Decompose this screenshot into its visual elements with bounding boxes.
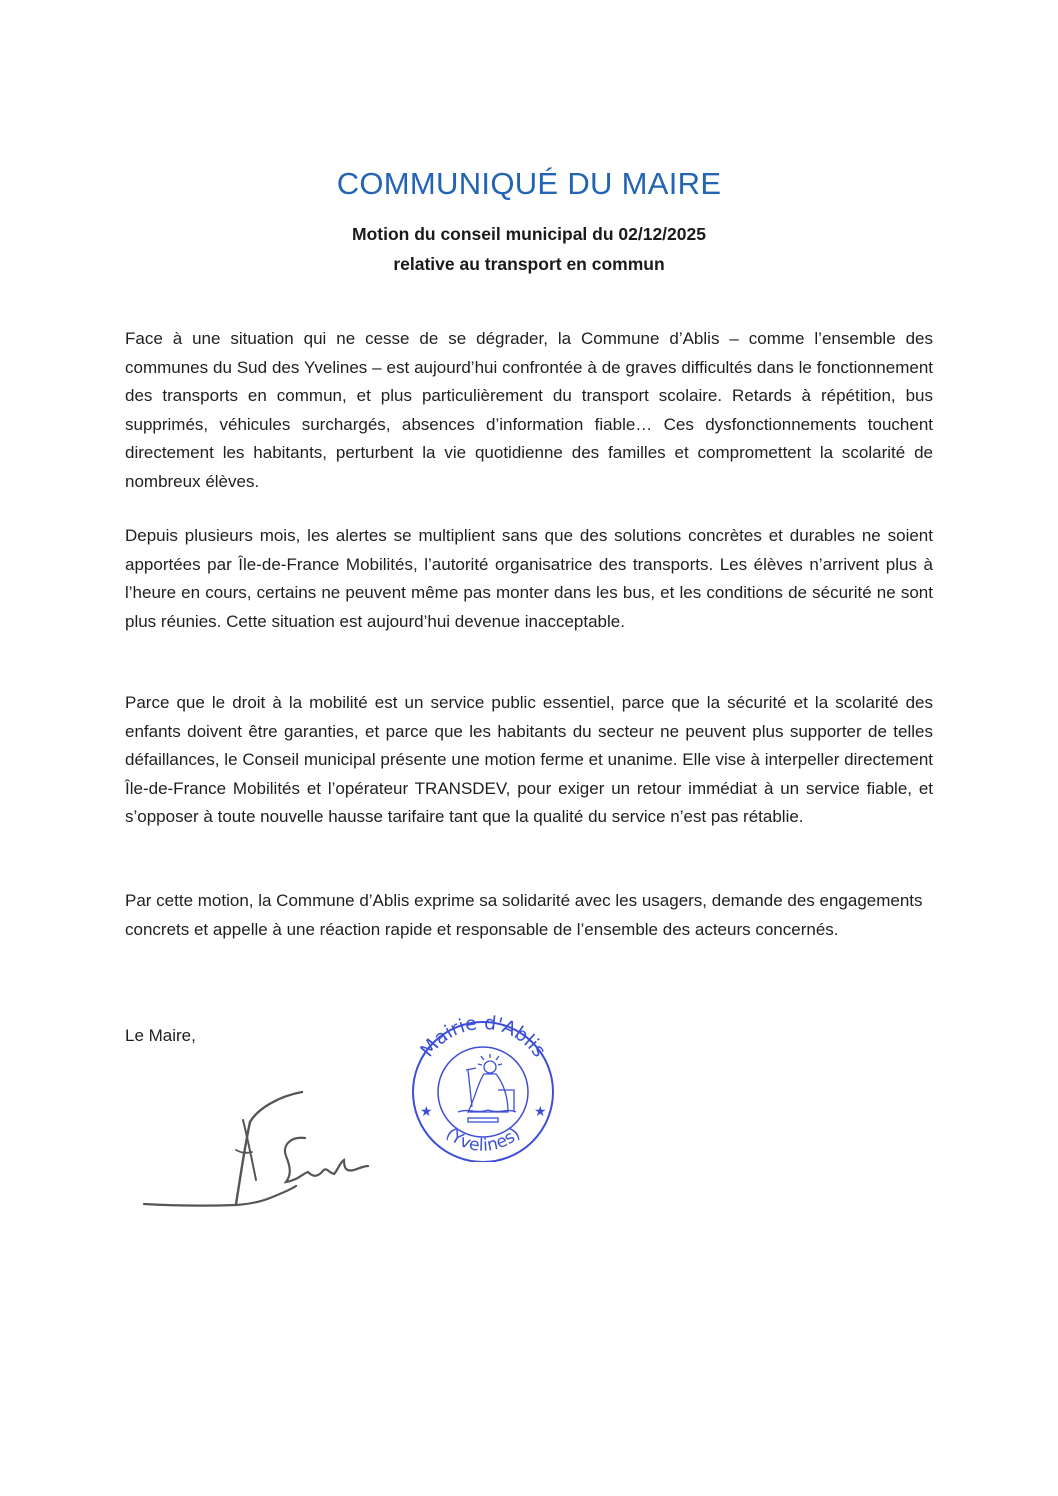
subtitle-topic: relative au transport en commun (393, 254, 665, 274)
mairie-stamp-icon (398, 1012, 568, 1162)
paragraph-2: Depuis plusieurs mois, les alertes se multiplient sans que des solutions concrètes et durables ne soient apportées par Île-de-France Mobilités, l’autorité organisatrice des transports. Les élèves n’arrivent plus à l’heure en cours, certains ne peuvent même pas monter dans les bus, et les conditions de sécurité ne sont plus réunies. Cette situation est aujourd’hui devenue inacceptable. (125, 526, 933, 631)
svg-text:Mairie d'Ablis: Mairie d'Ablis (416, 1012, 551, 1062)
page-title: COMMUNIQUÉ DU MAIRE (336, 166, 722, 201)
svg-text:★: ★ (420, 1103, 433, 1119)
subtitle-motion-date: Motion du conseil municipal du 02/12/2025 (352, 224, 706, 244)
svg-text:(Yvelines): (Yvelines) (441, 1124, 525, 1156)
paragraph-3: Parce que le droit à la mobilité est un service public essentiel, parce que la sécurité et la scolarité des enfants doivent être garanties, et parce que les habitants du secteur ne peuvent plus supporter de telles défaillances, le Conseil municipal présente une motion ferme et unanime. Elle vise à interpeller directement Île-de-France Mobilités et l’opérateur TRANSDEV, pour exiger un retour immédiat à un service fiable, et s’opposer à toute nouvelle hausse tarifaire tant que la qualité du service n’est pas rétablie. (125, 693, 933, 827)
signatory-label: Le Maire, (125, 1026, 196, 1045)
svg-text:★: ★ (534, 1103, 547, 1119)
signature-icon (140, 1090, 380, 1220)
paragraph-1: Face à une situation qui ne cesse de se dégrader, la Commune d’Ablis – comme l’ensemble des communes du Sud des Yvelines – est aujourd’hui confrontée à de graves difficultés dans le fonctionnement des transports en commun, et plus particulièrement du transport scolaire. Retards à répétition, bus supprimés, véhicules surchargés, absences d’information fiable… Ces dysfonctionnements touchent directement les habitants, perturbent la vie quotidienne des familles et compromettent la scolarité de nombreux élèves. (125, 329, 933, 491)
paragraph-4: Par cette motion, la Commune d’Ablis exprime sa solidarité avec les usagers, demande des engagements concrets et appelle à une réaction rapide et responsable de l’ensemble des acteurs concernés. (125, 891, 923, 939)
